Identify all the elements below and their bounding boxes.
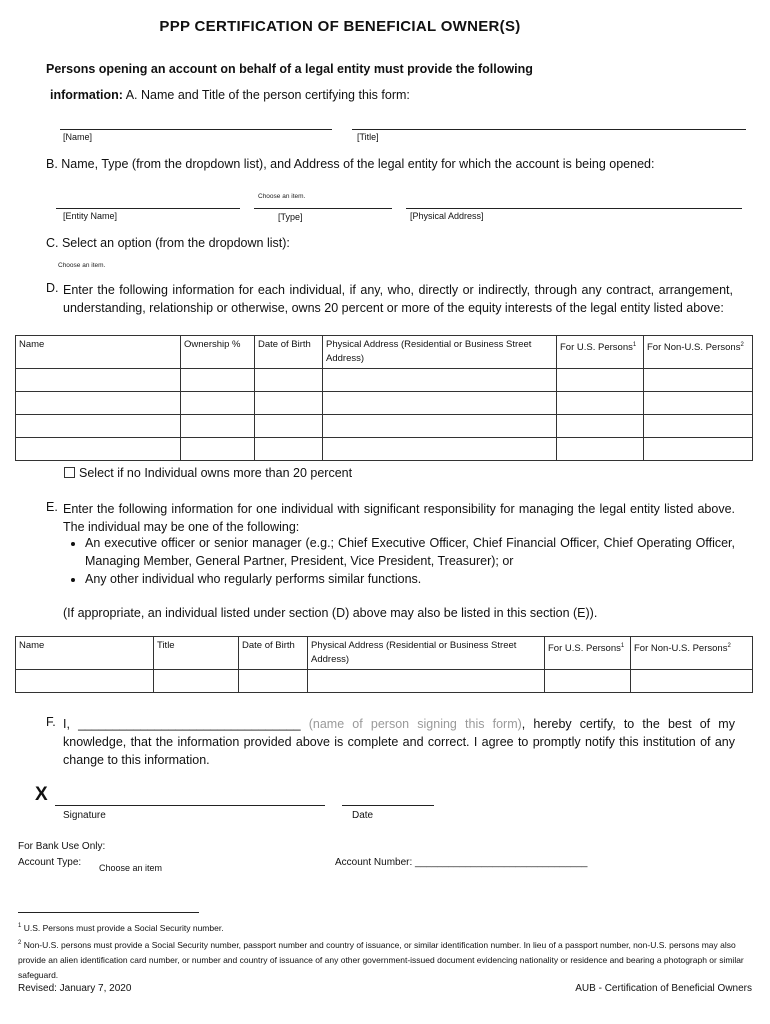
intro-line: Persons opening an account on behalf of a legal entity must provide the following xyxy=(46,62,533,76)
section-e-bullets xyxy=(63,534,735,588)
table-cell[interactable] xyxy=(181,438,255,461)
name-field[interactable] xyxy=(60,129,332,130)
col-header: Name xyxy=(16,637,154,670)
col-header-text: For U.S. Persons xyxy=(560,342,633,354)
section-f-letter: F. xyxy=(46,715,56,729)
checkbox-label: Select if no Individual owns more than 20 percent xyxy=(79,466,353,480)
signer-name-placeholder: (name of person signing this form) xyxy=(308,717,522,731)
col-header-text: For U.S. Persons xyxy=(548,643,621,655)
table-cell[interactable] xyxy=(644,392,753,415)
certification-text: , hereby certify, to the best of my knowledge, that the information provided above is complete and correct. I agree to promptly notify this institution of any change to this information. xyxy=(63,717,735,767)
date-label: Date xyxy=(352,810,374,821)
signature-label: Signature xyxy=(63,810,106,821)
type-label: [Type] xyxy=(278,212,303,222)
page-title: PPP CERTIFICATION OF BENEFICIAL OWNER(S) xyxy=(159,18,521,35)
title-field[interactable] xyxy=(352,129,746,130)
col-header xyxy=(644,336,753,369)
footnote-ref: 2 xyxy=(727,643,731,649)
col-header: Date of Birth xyxy=(239,637,308,670)
section-e-note: (If appropriate, an individual listed under section (D) above may also be listed in this section (E)). xyxy=(63,606,598,620)
table-cell[interactable] xyxy=(323,438,557,461)
table-cell[interactable] xyxy=(323,415,557,438)
table-cell[interactable] xyxy=(181,392,255,415)
section-e-text: Enter the following information for one individual with significant responsibility for managing the legal entity listed above. The individual may be one of the following: xyxy=(63,502,735,534)
table-cell[interactable] xyxy=(16,415,181,438)
col-header: Title xyxy=(154,637,239,670)
table-cell[interactable] xyxy=(557,438,644,461)
col-header xyxy=(631,637,753,670)
type-field[interactable] xyxy=(254,208,392,209)
signer-name-field[interactable]: I, ________________________________ xyxy=(63,717,301,731)
table-cell[interactable] xyxy=(545,670,631,693)
account-type-dropdown[interactable]: Choose an item xyxy=(99,863,163,873)
intro-bold: information: xyxy=(50,88,123,102)
table-cell[interactable] xyxy=(255,438,323,461)
footnote-text: Non-U.S. persons must provide a Social Security number, passport number and country of issuance, or similar identification number. In lieu of a passport number, non-U.S. persons may also provide an alien identification card number, or number and country of issuance of any other government-issued document evidencing nationality or residence and bearing a photograph or similar safeguard. xyxy=(18,939,744,980)
physical-address-label: [Physical Address] xyxy=(410,211,484,221)
table-cell[interactable] xyxy=(181,369,255,392)
owners-table xyxy=(15,335,753,461)
revised-date: Revised: January 7, 2020 xyxy=(18,983,132,994)
col-header: Physical Address (Residential or Business Street Address) xyxy=(323,336,557,369)
table-row[interactable] xyxy=(16,369,753,392)
col-header-text: For Non-U.S. Persons xyxy=(647,342,741,354)
col-header: Physical Address (Residential or Business Street Address) xyxy=(308,637,545,670)
physical-address-field[interactable] xyxy=(406,208,742,209)
option-dropdown[interactable]: Choose an item. xyxy=(58,262,106,269)
bullet-item: • An executive officer or senior manager (e.g.; Chief Executive Officer, Chief Financial Officer, Chief Operating Officer, Managing Member, General Partner, President, Vice President, Treasurer); or xyxy=(85,534,735,570)
table-cell[interactable] xyxy=(557,415,644,438)
account-type-label: Account Type: xyxy=(18,857,82,868)
table-header-row xyxy=(16,336,753,369)
table-cell[interactable] xyxy=(16,369,181,392)
section-d-letter: D. xyxy=(46,281,59,295)
manager-table xyxy=(15,636,753,693)
table-cell[interactable] xyxy=(557,392,644,415)
document-name: AUB - Certification of Beneficial Owners xyxy=(575,983,752,994)
table-cell[interactable] xyxy=(255,415,323,438)
table-cell[interactable] xyxy=(323,392,557,415)
footnote-1 xyxy=(18,919,753,936)
section-e-letter: E. xyxy=(46,500,58,514)
footnote-number: 1 xyxy=(18,923,22,929)
col-header: Date of Birth xyxy=(255,336,323,369)
section-c-text: C. Select an option (from the dropdown list): xyxy=(46,236,290,250)
table-cell[interactable] xyxy=(154,670,239,693)
table-header-row xyxy=(16,637,753,670)
table-cell[interactable] xyxy=(644,415,753,438)
table-row[interactable] xyxy=(16,670,753,693)
bullet-item: • Any other individual who regularly performs similar functions. xyxy=(85,570,735,588)
signature-line[interactable] xyxy=(55,805,325,806)
col-header: Name xyxy=(16,336,181,369)
col-header: Ownership % xyxy=(181,336,255,369)
section-f-text xyxy=(63,715,735,769)
entity-name-field[interactable] xyxy=(56,208,240,209)
entity-name-label: [Entity Name] xyxy=(63,211,118,221)
name-label: [Name] xyxy=(63,132,93,142)
table-cell[interactable] xyxy=(181,415,255,438)
footnote-divider xyxy=(18,912,199,913)
table-cell[interactable] xyxy=(557,369,644,392)
footnote-ref: 1 xyxy=(620,643,625,649)
footnote-number: 2 xyxy=(18,939,22,946)
account-number-field[interactable]: Account Number: _______________________________ xyxy=(335,857,588,868)
footnote-ref: 2 xyxy=(740,342,744,348)
checkbox[interactable] xyxy=(64,467,75,478)
footnotes xyxy=(18,919,753,983)
title-label: [Title] xyxy=(357,132,379,142)
footnote-ref: 1 xyxy=(632,342,637,348)
section-d-text: Enter the following information for each individual, if any, who, directly or indirectly, through any contract, arrangement, understanding, relationship or otherwise, owns 20 percent or more of the equity interests of the legal entity listed above: xyxy=(63,283,733,315)
table-cell[interactable] xyxy=(239,670,308,693)
table-cell[interactable] xyxy=(16,438,181,461)
table-cell[interactable] xyxy=(308,670,545,693)
no-owner-checkbox-row[interactable] xyxy=(64,466,352,480)
signature-x-mark: X xyxy=(35,784,48,805)
table-cell[interactable] xyxy=(16,670,154,693)
section-a-text: A. Name and Title of the person certifying this form: xyxy=(125,88,410,102)
table-cell[interactable] xyxy=(631,670,753,693)
table-row[interactable] xyxy=(16,415,753,438)
bank-use-heading: For Bank Use Only: xyxy=(18,841,106,852)
table-cell[interactable] xyxy=(16,392,181,415)
table-cell[interactable] xyxy=(255,369,323,392)
col-header xyxy=(545,637,631,670)
table-row[interactable] xyxy=(16,438,753,461)
table-row[interactable] xyxy=(16,392,753,415)
table-cell[interactable] xyxy=(255,392,323,415)
table-cell[interactable] xyxy=(644,369,753,392)
col-header xyxy=(557,336,644,369)
footnote-2 xyxy=(18,936,753,983)
col-header-text: For Non-U.S. Persons xyxy=(634,643,728,655)
table-cell[interactable] xyxy=(323,369,557,392)
type-dropdown[interactable]: Choose an item. xyxy=(258,193,306,200)
section-b-text: B. Name, Type (from the dropdown list), and Address of the legal entity for which the account is being opened: xyxy=(46,157,655,171)
table-cell[interactable] xyxy=(644,438,753,461)
footnote-text: U.S. Persons must provide a Social Security number. xyxy=(23,922,224,933)
intro-line-2 xyxy=(50,88,410,102)
date-line[interactable] xyxy=(342,805,434,806)
